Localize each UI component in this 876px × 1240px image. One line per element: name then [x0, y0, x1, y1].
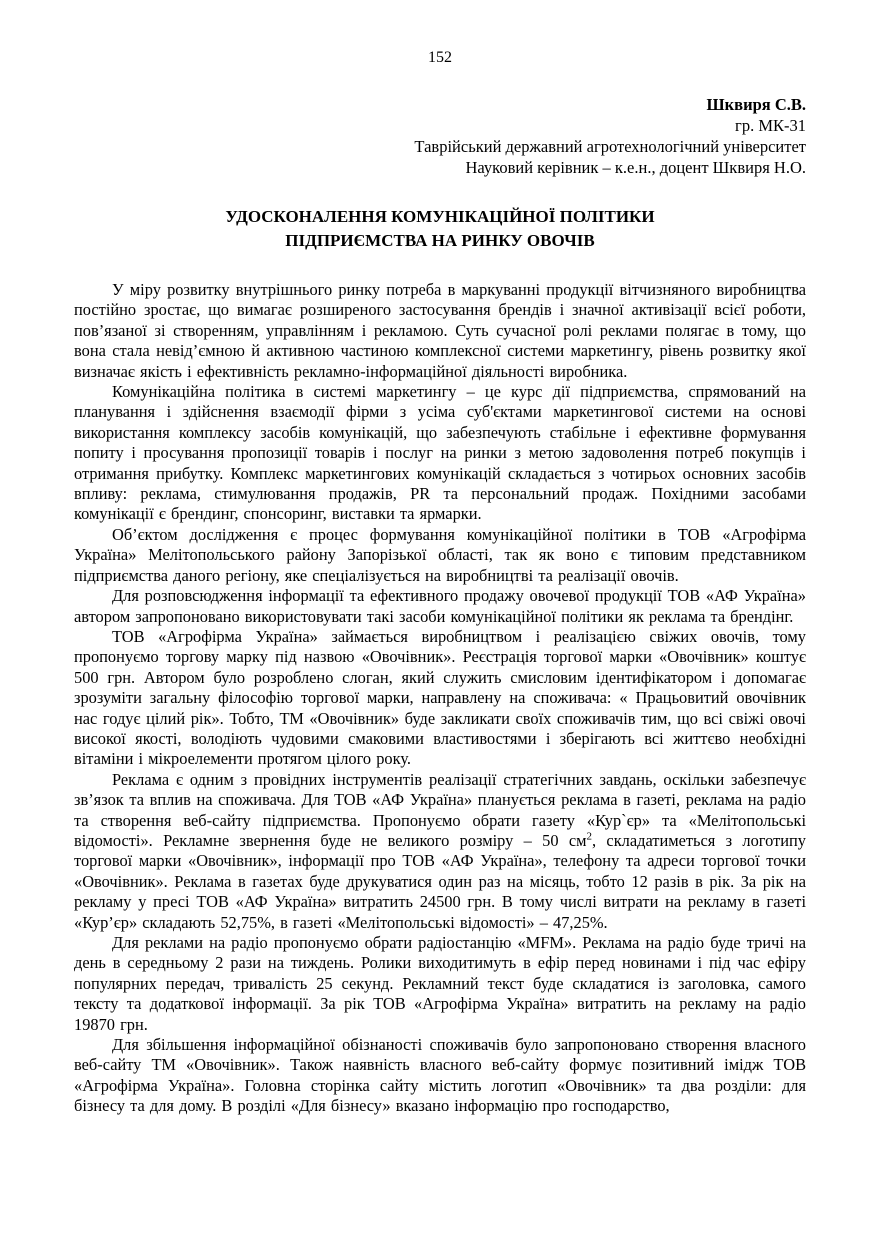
press-advertising-text-before-sup: Реклама є одним з провідних інструментів реалізації стратегічних завдань, оскільки забезпечує зв’язок та вплив на споживача. Для ТОВ «АФ Україна» планується реклама в газеті, реклама на радіо та створення веб-сайту підприємства. Пропонуємо обрати газету «Кур`єр» та «Мелітопольські відомості». Рекламне звернення буде не великого розміру – 50 см: [74, 769, 806, 850]
advisor-line: Науковий керівник – к.е.н., доцент Шквиря Н.О.: [465, 158, 806, 177]
page-number: 152: [428, 49, 452, 66]
paragraph-research-object: Об’єктом дослідження є процес формування комунікаційної політики в ТОВ «Агрофірма Україна» Мелітопольського району Запорізької області, так як воно є типовим представником підприємства даного регіону, яке спеціалізується на виробництві та реалізації овочів.: [74, 524, 806, 585]
paragraph-trademark: ТОВ «Агрофірма Україна» займається виробництвом і реалізацією свіжих овочів, тому пропонуємо торгову марку під назвою «Овочівник». Реєстрація торгової марки «Овочівник» коштує 500 грн. Автором було розроблено слоган, який служить смисловим ідентифікатором і допомагає зрозуміти загальну філософію торгової марки, направлену на споживача: « Працьовитий овочівник нас годує цілий рік». Тобто, ТМ «Овочівник» буде закликати своїх споживачів тим, що всі свіжі овочі високої якості, володіють чудовими смаковими властивостями і зберігають всі життєво необхідні вітаміни і мікроелементи протягом цілого року.: [74, 626, 806, 769]
article-body: [74, 280, 806, 1117]
paragraph-press-advertising: [74, 770, 806, 933]
byline: [74, 94, 806, 178]
superscript-square: 2: [586, 830, 593, 843]
paragraph-radio-advertising: Для реклами на радіо пропонуємо обрати радіостанцію «MFM». Реклама на радіо буде тричі на день в середньому 2 рази на тиждень. Ролики виходитимуть в ефір перед новинами і під час ефіру популярних передач, тривалість 25 секунд. Рекламний текст буде складатися із заголовка, самого тексту та додаткової інформації. За рік ТОВ «Агрофірма Україна» витратить на рекламу на радіо 19870 грн.: [74, 933, 806, 1034]
paragraph-website: Для збільшення інформаційної обізнаності споживачів було запропоновано створення власного веб-сайту ТМ «Овочівник». Також наявність власного веб-сайту формує позитивний імідж ТОВ «Агрофірма Україна». Головна сторінка сайту містить логотип «Овочівник» та два розділи: для бізнесу та для дому. В розділі «Для бізнесу» вказано інформацію про господарство,: [74, 1035, 806, 1116]
author-group: гр. МК-31: [735, 116, 806, 135]
article-title-line-1: УДОСКОНАЛЕННЯ КОМУНІКАЦІЙНОЇ ПОЛІТИКИ: [225, 207, 655, 226]
paragraph-proposed-tools: Для розповсюдження інформації та ефективного продажу овочевої продукції ТОВ «АФ Україна» автором запропоновано використовувати такі засоби комунікаційної політики як реклама та брендінг.: [74, 586, 806, 626]
article-title-line-2: ПІДПРИЄМСТВА НА РИНКУ ОВОЧІВ: [285, 231, 595, 250]
university-name: Таврійський державний агротехнологічний університет: [414, 137, 806, 156]
paragraph-intro-market: У міру розвитку внутрішнього ринку потреба в маркуванні продукції вітчизняного виробництва постійно зростає, що вимагає розширеного застосування брендів і значної активізації всієї роботи, пов’язаної зі створенням, управлінням і рекламою. Суть сучасної ролі реклами полягає в тому, що вона стала невід’ємною й активною частиною комплексної системи маркетингу, рівень розвитку якої визначає якість і ефективність рекламно-інформаційної діяльності виробника.: [74, 280, 806, 381]
paragraph-communication-policy: Комунікаційна політика в системі маркетингу – це курс дії підприємства, спрямований на планування і здійснення взаємодії фірми з усіма суб'єктами маркетингової системи на основі використання комплексу засобів комунікацій, що забезпечують стабільне і ефективне формування попиту і просування пропозиції товарів і послуг на ринки з метою задоволення потреб покупців і отримання прибутку. Комплекс маркетингових комунікацій складається з чотирьох основних засобів впливу: реклама, стимулювання продажів, PR та персональний продаж. Похідними засобами комунікації є брендинг, спонсоринг, виставки та ярмарки.: [74, 382, 806, 524]
author-name: Шквиря С.В.: [706, 95, 806, 114]
press-advertising-text-after-sup: , складатиметься з логотипу торгової марки «Овочівник», інформації про ТОВ «АФ Україна», телефону та адреси торгової точки «Овочівник». Реклама в газетах буде друкуватися один раз на місяць, тобто 12 разів в рік. За рік на рекламу у пресі ТОВ «АФ Україна» витратить 24500 грн. В тому числі витрати на рекламу в газеті «Кур’єр» складають 52,75%, в газеті «Мелітопольські відомості» – 47,25%.: [74, 830, 807, 932]
article-title: [74, 205, 806, 253]
